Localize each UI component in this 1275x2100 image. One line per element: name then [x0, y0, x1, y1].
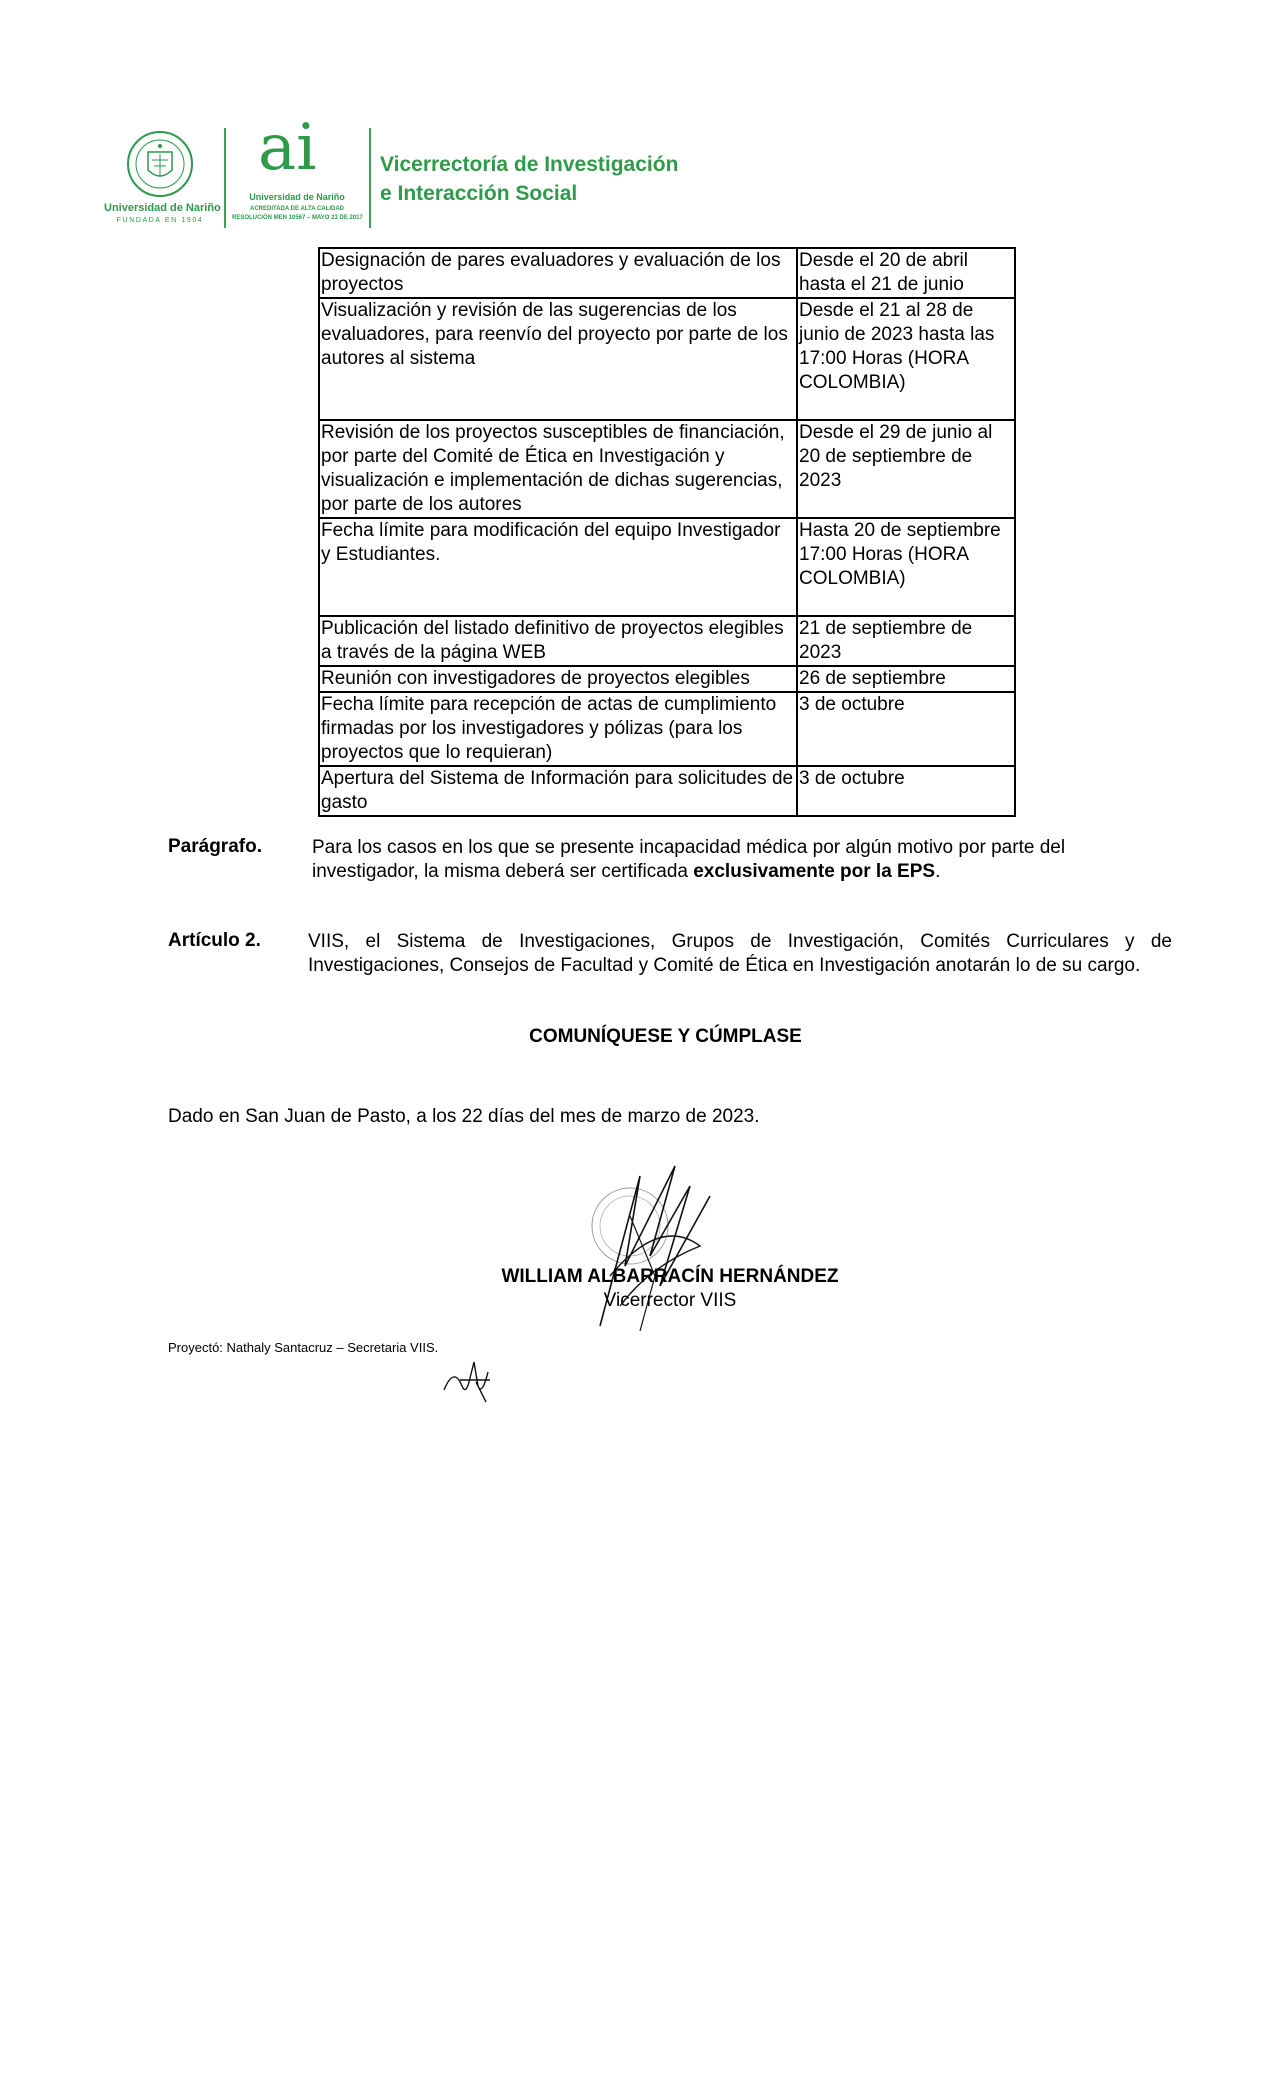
date-cell: Desde el 21 al 28 de junio de 2023 hasta las 17:00 Horas (HORA COLOMBIA)	[797, 298, 1015, 420]
paragrafo-label: Parágrafo.	[168, 836, 262, 857]
paragrafo-text-part: Para los casos en los que se presente incapacidad médica por algún motivo por parte del investigador, la misma deberá ser certificada	[312, 837, 1066, 882]
initials-signature-icon	[440, 1356, 496, 1404]
table-row	[319, 766, 1015, 816]
university-name: Universidad de Nariño	[104, 202, 221, 214]
university-seal-icon	[126, 130, 194, 198]
articulo-label: Artículo 2.	[168, 930, 261, 951]
articulo-text: VIIS, el Sistema de Investigaciones, Grupos de Investigación, Comités Curriculares y de Investigaciones, Consejos de Facultad y Comité de Ética en Investigación anotarán lo de su cargo.	[308, 931, 1172, 976]
schedule-table	[318, 247, 1016, 817]
activity-cell: Fecha límite para modificación del equipo Investigador y Estudiantes.	[319, 518, 797, 616]
closing-statement: COMUNÍQUESE Y CÚMPLASE	[529, 1026, 802, 1047]
table-row	[319, 298, 1015, 420]
letterhead	[104, 111, 804, 230]
prepared-by: Proyectó: Nathaly Santacruz – Secretaria VIIS.	[168, 1340, 439, 1355]
paragrafo-text-bold: exclusivamente por la EPS	[693, 861, 936, 882]
office-title-line: e Interacción Social	[380, 182, 578, 205]
accreditation-text: ACREDITADA DE ALTA CALIDAD	[250, 206, 344, 212]
table-row	[319, 420, 1015, 518]
table-row	[319, 518, 1015, 616]
date-cell: 21 de septiembre de 2023	[797, 616, 1015, 666]
paragrafo-text	[312, 836, 1172, 884]
signer-name: WILLIAM ALBARRACÍN HERNÁNDEZ	[501, 1266, 839, 1287]
accreditation-logo	[232, 111, 363, 230]
table-row	[319, 248, 1015, 298]
date-cell: Desde el 20 de abril hasta el 21 de junio	[797, 248, 1015, 298]
table-row	[319, 692, 1015, 766]
ai-university-name: Universidad de Nariño	[249, 192, 345, 202]
table-row	[319, 666, 1015, 692]
header-divider	[224, 128, 226, 228]
office-title	[380, 150, 678, 208]
signer-role: Vicerrector VIIS	[603, 1290, 737, 1311]
ai-logo-mark: ai	[258, 111, 317, 185]
university-logo	[104, 126, 221, 230]
university-founded: FUNDADA EN 1904	[116, 217, 204, 224]
activity-cell: Fecha límite para recepción de actas de cumplimiento firmadas por los investigadores y pólizas (para los proyectos que lo requieran)	[319, 692, 797, 766]
header-divider	[369, 128, 371, 228]
activity-cell: Publicación del listado definitivo de proyectos elegibles a través de la página WEB	[319, 616, 797, 666]
date-place-line: Dado en San Juan de Pasto, a los 22 días del mes de marzo de 2023.	[168, 1106, 760, 1127]
office-title-line: Vicerrectoría de Investigación	[380, 153, 679, 176]
activity-cell: Visualización y revisión de las sugerencias de los evaluadores, para reenvío del proyecto por parte de los autores al sistema	[319, 298, 797, 420]
date-cell: 3 de octubre	[797, 766, 1015, 816]
activity-cell: Reunión con investigadores de proyectos elegibles	[319, 666, 797, 692]
date-cell: Desde el 29 de junio al 20 de septiembre de 2023	[797, 420, 1015, 518]
resolution-text: RESOLUCIÓN MEN 10567 – MAYO 23 DE 2017	[232, 215, 363, 221]
activity-cell: Designación de pares evaluadores y evaluación de los proyectos	[319, 248, 797, 298]
date-cell: Hasta 20 de septiembre 17:00 Horas (HORA COLOMBIA)	[797, 518, 1015, 616]
date-cell: 26 de septiembre	[797, 666, 1015, 692]
table-row	[319, 616, 1015, 666]
paragrafo-text-end: .	[935, 861, 941, 882]
date-cell: 3 de octubre	[797, 692, 1015, 766]
activity-cell: Apertura del Sistema de Información para solicitudes de gasto	[319, 766, 797, 816]
activity-cell: Revisión de los proyectos susceptibles de financiación, por parte del Comité de Ética en Investigación y visualización e implementación de dichas sugerencias, por parte de los autores	[319, 420, 797, 518]
